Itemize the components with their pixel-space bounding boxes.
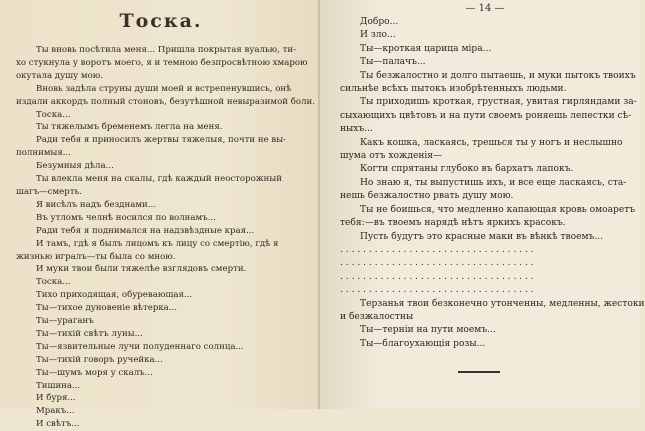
text-line: Вновь задѣла струны души моей и встрепенувшись, онѣ xyxy=(36,83,292,94)
text-line: Ради тебя я поднимался на надзвѣздные края... xyxy=(36,225,255,236)
text-line: нешь безжалостно рвать душу мою. xyxy=(340,191,514,202)
text-line: Тоска... xyxy=(36,109,71,120)
text-line: ныхъ... xyxy=(340,124,373,135)
end-rule xyxy=(458,371,500,373)
text-line: Безумныя дѣла... xyxy=(36,161,114,172)
text-line: Тоска... xyxy=(36,277,71,288)
text-line: сильнѣе всѣхъ пытокъ изобрѣтенныхъ людьми. xyxy=(340,84,567,95)
text-line: Ты приходишь кроткая, грустная, увитая гирляндами за- xyxy=(360,97,637,108)
text-line: шума отъ хожденія— xyxy=(340,151,443,162)
text-line: . . . . . . . . . . . . . . . . . . . . . . . . . . . . . . . . . . xyxy=(340,258,534,269)
text-line: полнимыя... xyxy=(16,148,71,159)
text-line: . . . . . . . . . . . . . . . . . . . . . . . . . . . . . . . . . . xyxy=(340,244,534,255)
text-line: тебя:—въ твоемъ нарядѣ нѣтъ яркихъ красокъ. xyxy=(340,218,566,229)
text-line: Ты—кроткая царица міра... xyxy=(360,43,492,54)
text-line: Ты—палачъ... xyxy=(360,57,426,68)
text-line: . . . . . . . . . . . . . . . . . . . . . . . . . . . . . . . . . . xyxy=(340,285,534,296)
text-line: Пусть будутъ это красные маки въ вѣнкѣ твоемъ... xyxy=(360,231,603,242)
text-line: И свѣтъ... xyxy=(36,419,80,430)
text-line: Ты—тихій свѣтъ луны... xyxy=(36,328,143,339)
text-line: шагъ—смерть. xyxy=(16,186,82,197)
text-line: Какъ кошка, ласкаясь, трешься ты у ногъ и неслышно xyxy=(360,137,623,148)
right-page-text xyxy=(340,16,645,351)
text-line: жизнью игралъ—ты была со мною. xyxy=(16,251,176,262)
text-line: И муки твои были тяжелѣе взглядовъ смерти. xyxy=(36,264,247,275)
text-line: хо стукнула у воротъ моего, я и темною безпросвѣтною хмарою xyxy=(16,57,308,68)
text-line: Когти спрятаны глубоко въ бархатъ лапокъ. xyxy=(360,164,574,175)
text-line: Ты безжалостно и долго пытаешь, и муки пытокъ твоихъ xyxy=(360,70,636,81)
text-line: Ты—терніи на пути моемъ... xyxy=(360,325,496,336)
text-line: Я висѣлъ надъ безднами... xyxy=(36,199,156,210)
text-line: Ты—шумъ моря у скалъ... xyxy=(36,367,153,378)
text-line: Ты—тихій говоръ ручейка... xyxy=(36,354,163,365)
text-line: Ты—язвительные лучи полуденнаго солнца... xyxy=(36,341,244,352)
text-line: окутала душу мою. xyxy=(16,70,103,81)
text-line: Ты вновь посѣтила меня... Пришла покрытая вуалью, ти- xyxy=(36,45,296,55)
text-line: И зло... xyxy=(360,30,396,41)
page-number: — 14 — xyxy=(465,3,505,14)
text-line: Ради тебя я приносилъ жертвы тяжелыя, почти не вы- xyxy=(36,135,286,146)
page-title: Тоска. xyxy=(119,10,203,32)
left-page-text xyxy=(16,44,315,431)
text-line: Мракъ... xyxy=(36,406,75,417)
text-line: и безжалостны xyxy=(340,311,414,322)
text-line: издали аккордъ полный стоновъ, безутѣшной невыразимой боли. xyxy=(16,96,315,107)
left-page xyxy=(0,0,318,430)
text-line: Терзанья твои безконечно утонченны, медленны, жестоки xyxy=(360,298,645,309)
book-gutter xyxy=(318,0,320,409)
right-page xyxy=(318,0,645,409)
text-line: сыхающихъ цвѣтовъ и на пути своемъ роняешь лепестки сѣ- xyxy=(340,110,632,121)
text-line: Ты—благоухающія розы... xyxy=(360,338,486,349)
text-line: Въ утломъ челнѣ носился по волнамъ... xyxy=(36,212,216,223)
text-line: . . . . . . . . . . . . . . . . . . . . . . . . . . . . . . . . . . xyxy=(340,271,534,282)
text-line: Ты—ураганъ xyxy=(36,316,94,327)
text-line: Но знаю я, ты выпустишь ихъ, и все еще ласкаясь, ста- xyxy=(360,177,627,188)
text-line: Ты влекла меня на скалы, гдѣ каждый неосторожный xyxy=(36,174,282,185)
text-line: Тишина... xyxy=(36,380,81,391)
text-line: Ты—тихое дуновеніе вѣтерка... xyxy=(36,303,178,314)
text-line: Ты тяжелымъ бременемъ легла на меня. xyxy=(36,122,223,133)
text-line: Тихо приходящая, обуревающая... xyxy=(36,290,193,301)
text-line: Ты не боишься, что медленно капающая кровь омоаретъ xyxy=(360,204,636,215)
text-line: И буря... xyxy=(36,393,76,404)
text-line: Добро... xyxy=(360,17,399,27)
text-line: И тамъ, гдѣ я былъ лицомъ къ лицу со смертію, гдѣ я xyxy=(36,238,279,249)
